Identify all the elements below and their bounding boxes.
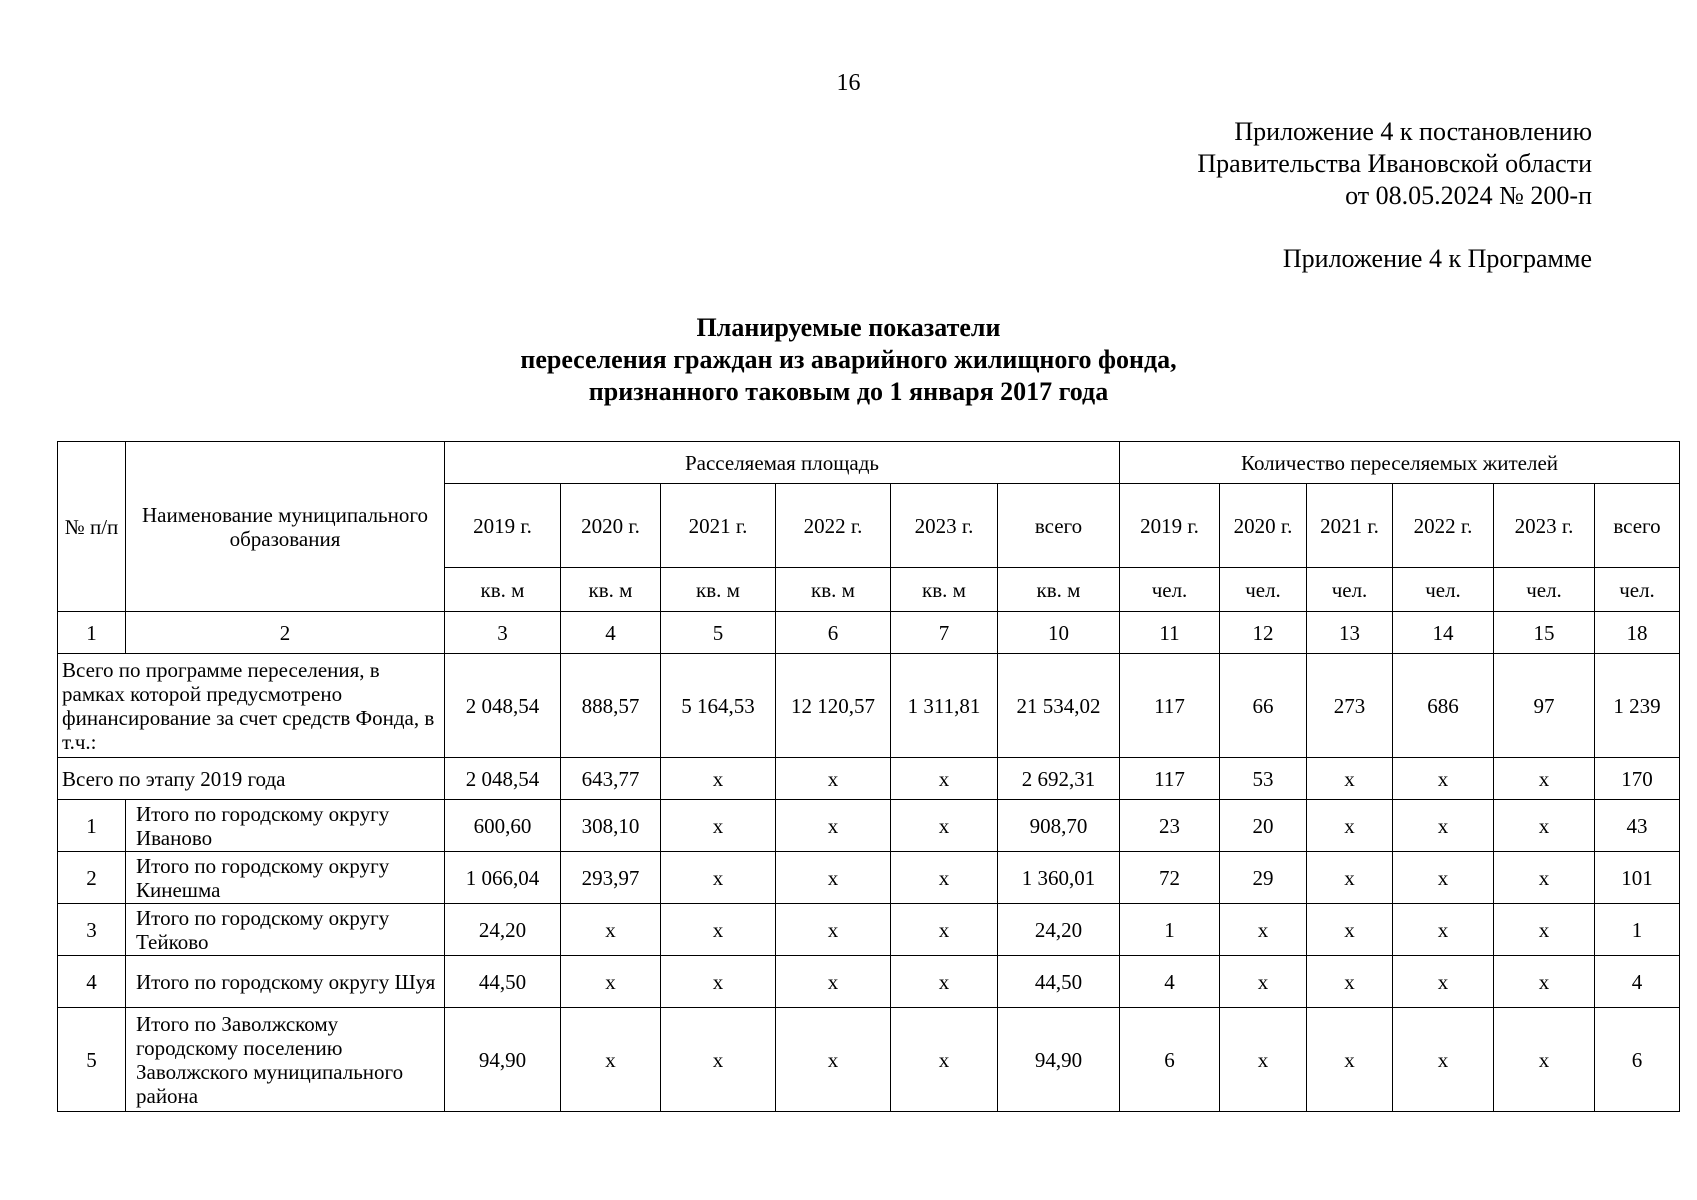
value-cell: 53 [1220, 758, 1307, 800]
year-header: 2019 г. [1120, 484, 1220, 568]
year-header: 2021 г. [1307, 484, 1393, 568]
column-number: 14 [1393, 612, 1494, 654]
value-cell: х [1494, 904, 1595, 956]
value-cell: х [891, 800, 998, 852]
table-row [58, 1008, 1680, 1112]
value-cell: х [1393, 852, 1494, 904]
value-cell: х [661, 956, 776, 1008]
value-cell: 29 [1220, 852, 1307, 904]
value-cell: х [1494, 852, 1595, 904]
year-header: 2019 г. [445, 484, 561, 568]
value-cell: 4 [1120, 956, 1220, 1008]
value-cell: х [891, 852, 998, 904]
value-cell: х [661, 758, 776, 800]
value-cell: х [891, 1008, 998, 1112]
value-cell: х [776, 1008, 891, 1112]
header-residents-group: Количество переселяемых жителей [1120, 442, 1680, 484]
unit-header: чел. [1220, 568, 1307, 612]
value-cell: х [1494, 758, 1595, 800]
value-cell: х [1393, 904, 1494, 956]
year-header: 2020 г. [1220, 484, 1307, 568]
value-cell: 2 692,31 [998, 758, 1120, 800]
value-cell: 273 [1307, 654, 1393, 758]
column-number: 4 [561, 612, 661, 654]
value-cell: х [1220, 1008, 1307, 1112]
value-cell: 1 360,01 [998, 852, 1120, 904]
table-row [58, 956, 1680, 1008]
unit-header: кв. м [998, 568, 1120, 612]
value-cell: 94,90 [998, 1008, 1120, 1112]
column-number: 15 [1494, 612, 1595, 654]
header-municipality: Наименование муниципального образования [126, 442, 445, 612]
table-row [58, 904, 1680, 956]
value-cell: 2 048,54 [445, 654, 561, 758]
page-number: 16 [836, 70, 861, 96]
value-cell: х [1220, 956, 1307, 1008]
summary-row [58, 654, 1680, 758]
value-cell: х [1307, 904, 1393, 956]
column-number: 12 [1220, 612, 1307, 654]
value-cell: х [1494, 956, 1595, 1008]
year-header: 2021 г. [661, 484, 776, 568]
value-cell: х [776, 800, 891, 852]
year-header: 2022 г. [776, 484, 891, 568]
value-cell: 24,20 [445, 904, 561, 956]
unit-header: чел. [1393, 568, 1494, 612]
value-cell: 293,97 [561, 852, 661, 904]
value-cell: х [561, 1008, 661, 1112]
header-line: Приложение 4 к постановлению [1234, 117, 1592, 146]
summary-row [58, 758, 1680, 800]
column-number: 6 [776, 612, 891, 654]
municipality-name: Итого по городскому округу Иваново [126, 800, 445, 852]
value-cell: х [776, 904, 891, 956]
municipality-name: Итого по городскому округу Тейково [126, 904, 445, 956]
value-cell: х [776, 852, 891, 904]
table-row [58, 852, 1680, 904]
value-cell: х [1494, 800, 1595, 852]
unit-header: чел. [1120, 568, 1220, 612]
year-header: всего [998, 484, 1120, 568]
unit-header: чел. [1494, 568, 1595, 612]
row-number: 4 [58, 956, 126, 1008]
value-cell: х [1307, 800, 1393, 852]
value-cell: х [1307, 758, 1393, 800]
value-cell: х [561, 956, 661, 1008]
column-number: 3 [445, 612, 561, 654]
value-cell: х [1393, 758, 1494, 800]
value-cell: 6 [1595, 1008, 1680, 1112]
header-line: от 08.05.2024 № 200-п [1345, 181, 1592, 210]
table-row [58, 800, 1680, 852]
value-cell: 21 534,02 [998, 654, 1120, 758]
value-cell: х [776, 758, 891, 800]
row-label: Всего по этапу 2019 года [58, 758, 445, 800]
value-cell: х [1494, 1008, 1595, 1112]
title-line: признанного таковым до 1 января 2017 года [588, 377, 1109, 406]
value-cell: 908,70 [998, 800, 1120, 852]
value-cell: 94,90 [445, 1008, 561, 1112]
value-cell: 117 [1120, 654, 1220, 758]
value-cell: 72 [1120, 852, 1220, 904]
value-cell: 308,10 [561, 800, 661, 852]
municipality-name: Итого по Заволжскому городскому поселению Заволжского муниципального района [126, 1008, 445, 1112]
value-cell: 643,77 [561, 758, 661, 800]
unit-header: кв. м [661, 568, 776, 612]
value-cell: 43 [1595, 800, 1680, 852]
value-cell: 20 [1220, 800, 1307, 852]
header-number: № п/п [58, 442, 126, 612]
value-cell: 600,60 [445, 800, 561, 852]
value-cell: х [561, 904, 661, 956]
value-cell: х [661, 800, 776, 852]
value-cell: 66 [1220, 654, 1307, 758]
value-cell: 12 120,57 [776, 654, 891, 758]
value-cell: х [1220, 904, 1307, 956]
unit-header: кв. м [891, 568, 998, 612]
value-cell: 101 [1595, 852, 1680, 904]
row-number: 2 [58, 852, 126, 904]
municipality-name: Итого по городскому округу Шуя [126, 956, 445, 1008]
unit-header: чел. [1595, 568, 1680, 612]
year-header: 2023 г. [891, 484, 998, 568]
row-number: 3 [58, 904, 126, 956]
column-number: 2 [126, 612, 445, 654]
resettlement-table [57, 441, 1680, 1112]
row-number: 5 [58, 1008, 126, 1112]
header-line: Правительства Ивановской области [1197, 149, 1592, 178]
value-cell: 24,20 [998, 904, 1120, 956]
value-cell: 888,57 [561, 654, 661, 758]
value-cell: 117 [1120, 758, 1220, 800]
value-cell: 97 [1494, 654, 1595, 758]
value-cell: х [1307, 852, 1393, 904]
value-cell: 1 [1595, 904, 1680, 956]
column-number: 5 [661, 612, 776, 654]
column-number: 7 [891, 612, 998, 654]
value-cell: 5 164,53 [661, 654, 776, 758]
title-line: Планируемые показатели [696, 313, 1001, 342]
program-appendix-note: Приложение 4 к Программе [1282, 244, 1592, 273]
document-title [0, 312, 1697, 408]
column-number: 11 [1120, 612, 1220, 654]
value-cell: х [1393, 956, 1494, 1008]
year-header: 2022 г. [1393, 484, 1494, 568]
value-cell: х [1393, 1008, 1494, 1112]
row-label: Всего по программе переселения, в рамках которой предусмотрено финансирование за счет средств Фонда, в т.ч.: [58, 654, 445, 758]
value-cell: х [661, 904, 776, 956]
value-cell: х [1393, 800, 1494, 852]
column-number: 18 [1595, 612, 1680, 654]
value-cell: х [776, 956, 891, 1008]
unit-header: чел. [1307, 568, 1393, 612]
value-cell: 1 [1120, 904, 1220, 956]
unit-header: кв. м [445, 568, 561, 612]
column-number: 10 [998, 612, 1120, 654]
value-cell: х [1307, 956, 1393, 1008]
value-cell: х [661, 852, 776, 904]
value-cell: 2 048,54 [445, 758, 561, 800]
value-cell: 170 [1595, 758, 1680, 800]
year-header: 2023 г. [1494, 484, 1595, 568]
title-line: переселения граждан из аварийного жилищного фонда, [520, 345, 1177, 374]
value-cell: х [891, 758, 998, 800]
column-number: 13 [1307, 612, 1393, 654]
value-cell: х [891, 904, 998, 956]
value-cell: 44,50 [445, 956, 561, 1008]
value-cell: 4 [1595, 956, 1680, 1008]
value-cell: х [1307, 1008, 1393, 1112]
year-header: 2020 г. [561, 484, 661, 568]
value-cell: 1 239 [1595, 654, 1680, 758]
municipality-name: Итого по городскому округу Кинешма [126, 852, 445, 904]
row-number: 1 [58, 800, 126, 852]
value-cell: 1 066,04 [445, 852, 561, 904]
resolution-header [1197, 116, 1592, 212]
value-cell: 686 [1393, 654, 1494, 758]
value-cell: 1 311,81 [891, 654, 998, 758]
value-cell: х [661, 1008, 776, 1112]
unit-header: кв. м [561, 568, 661, 612]
value-cell: х [891, 956, 998, 1008]
year-header: всего [1595, 484, 1680, 568]
unit-header: кв. м [776, 568, 891, 612]
column-number: 1 [58, 612, 126, 654]
value-cell: 44,50 [998, 956, 1120, 1008]
value-cell: 6 [1120, 1008, 1220, 1112]
header-area-group: Расселяемая площадь [445, 442, 1120, 484]
value-cell: 23 [1120, 800, 1220, 852]
